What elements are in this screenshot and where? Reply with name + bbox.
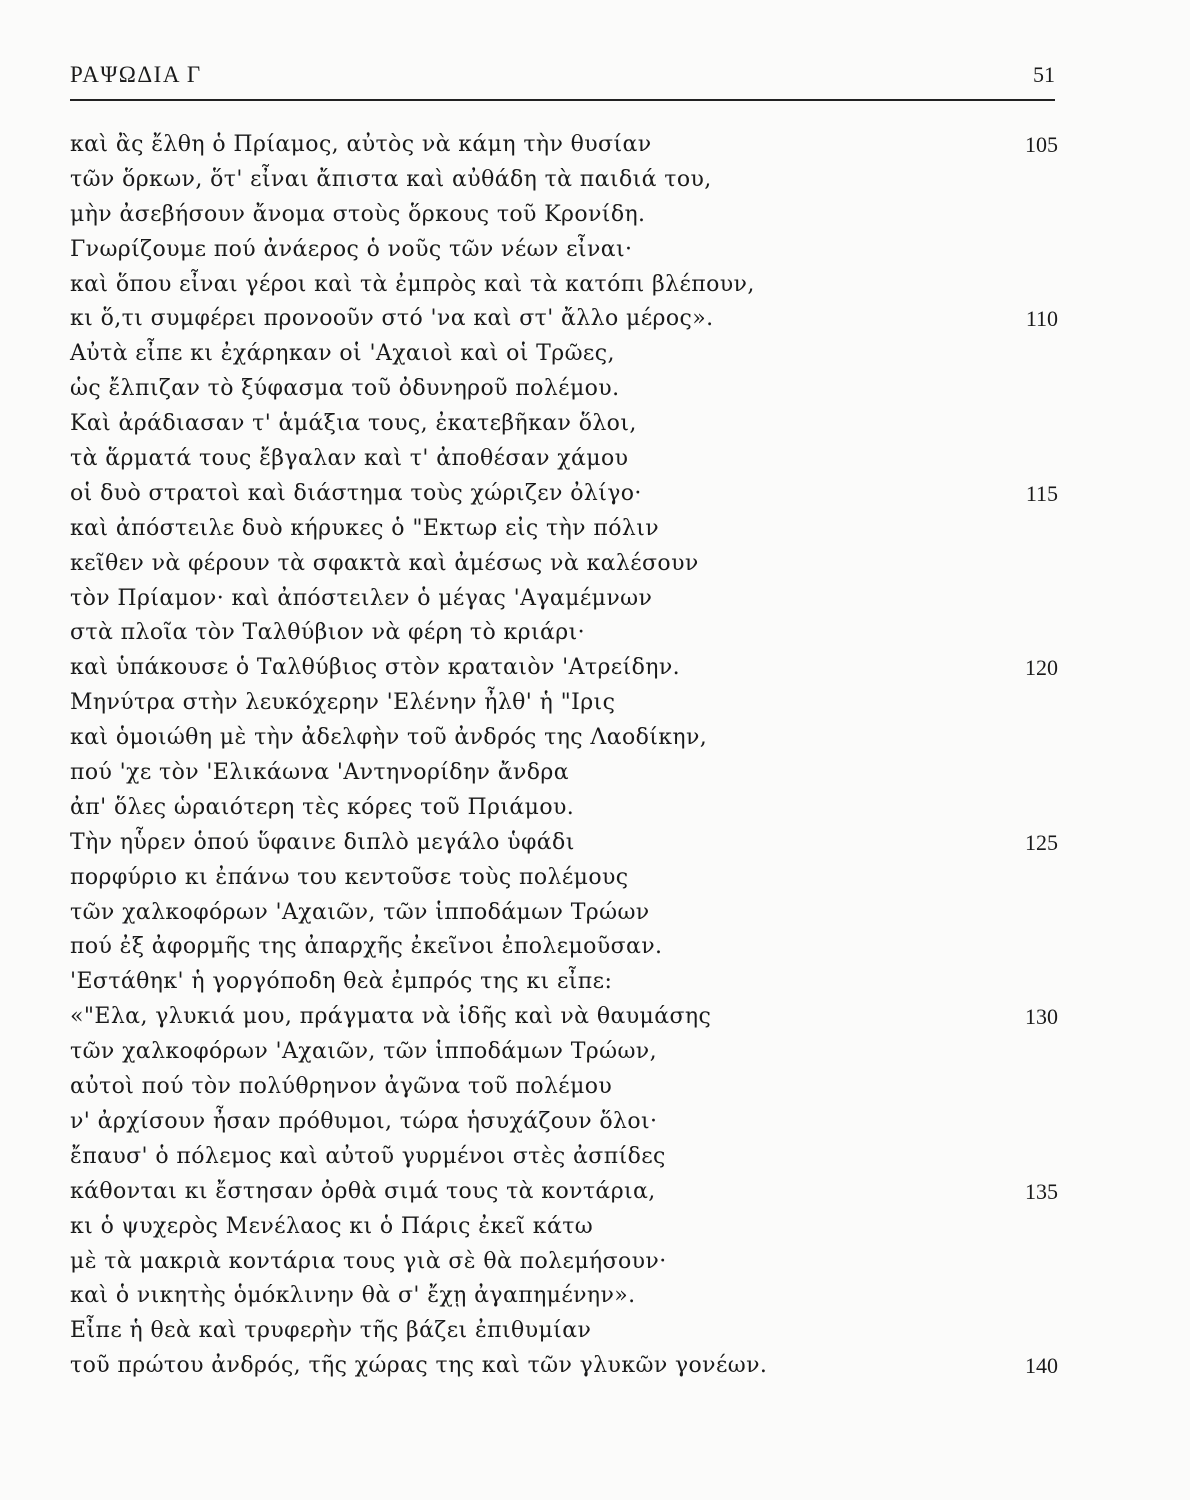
verse-text: Μηνύτρα στὴν λευκόχερην 'Ελένην ἦλθ' ἡ "Ιρις [70,690,616,716]
verse-line [70,372,1060,407]
verse-text: Καὶ ἀράδιασαν τ' ἁμάξια τους, ἐκατεβῆκαν ὅλοι, [70,411,637,437]
verse-text: τὰ ἅρματά τους ἔβγαλαν καὶ τ' ἀποθέσαν χάμου [70,446,629,472]
verse-line [70,1349,1060,1384]
verse-line [70,1210,1060,1245]
verse-text: τὸν Πρίαμον· καὶ ἀπόστειλεν ὁ μέγας 'Αγαμέμνων [70,585,653,611]
verse-text: καὶ ἂς ἔλθη ὁ Πρίαμος, αὐτὸς νὰ κάμη τὴν θυσίαν [70,132,652,157]
verse-number: 115 [1025,480,1058,506]
verse-line [70,721,1060,756]
verse-text: κι ὁ ψυχερὸς Μενέλαος κι ὁ Πάρις ἐκεῖ κάτω [70,1213,594,1239]
verse-text: τῶν ὅρκων, ὅτ' εἶναι ἄπιστα καὶ αὐθάδη τὰ παιδιά του, [70,166,712,192]
verse-text: τοῦ πρώτου ἀνδρός, τῆς χώρας της καὶ τῶν γλυκῶν γονέων. [70,1353,768,1379]
verse-text: 'Εστάθηκ' ἡ γοργόποδη θεὰ ἐμπρός της κι εἶπε: [70,969,613,995]
verse-text: πού ἐξ ἀφορμῆς της ἀπαρχῆς ἐκεῖνοι ἐπολεμοῦσαν. [70,934,663,960]
verse-number: 130 [1025,1004,1058,1030]
verse-line [70,791,1060,826]
verse-text: κι ὅ,τι συμφέρει προνοοῦν στό 'να καὶ στ' ἄλλο μέρος». [70,306,714,332]
verse-text: πορφύριο κι ἐπάνω του κεντοῦσε τοὺς πολέμους [70,864,629,890]
verse-text: ἀπ' ὅλες ὡραιότερη τὲς κόρες τοῦ Πριάμου. [70,794,575,820]
verse-text: στὰ πλοῖα τὸν Ταλθύβιον νὰ φέρη τὸ κριάρι· [70,620,586,646]
verse-text: οἱ δυὸ στρατοὶ καὶ διάστημα τοὺς χώριζεν ὀλίγο· [70,480,642,506]
verse-line [70,965,1060,1000]
verse-text: τῶν χαλκοφόρων 'Αχαιῶν, τῶν ἱπποδάμων Τρώων, [70,1039,657,1065]
verse-line [70,616,1060,651]
verse-text: καὶ ὅπου εἶναι γέροι καὶ τὰ ἐμπρὸς καὶ τὰ κατόπι βλέπουν, [70,271,755,297]
running-header [70,62,1055,92]
verse-text: καὶ ὑπάκουσε ὁ Ταλθύβιος στὸν κραταιὸν 'Ατρείδην. [70,655,680,681]
verse-number: 135 [1025,1178,1058,1204]
verse-number: 110 [1025,306,1058,332]
verse-line [70,442,1060,477]
verse-text: ν' ἀρχίσουν ἦσαν πρόθυμοι, τώρα ἡσυχάζουν ὅλοι· [70,1108,658,1134]
verse-text: καὶ ἀπόστειλε δυὸ κήρυκες ὁ "Εκτωρ εἰς τὴν πόλιν [70,515,659,541]
verse-line [70,1175,1060,1210]
verse-line [70,477,1060,512]
verse-text: ὡς ἔλπιζαν τὸ ξύφασμα τοῦ ὀδυνηροῦ πολέμου. [70,376,620,402]
verse-line [70,1140,1060,1175]
verse-line [70,407,1060,442]
verse-text: «"Ελα, γλυκιά μου, πράγματα νὰ ἰδῆς καὶ νὰ θαυμάσης [70,1004,712,1030]
verse-text: κεῖθεν νὰ φέρουν τὰ σφακτὰ καὶ ἀμέσως νὰ καλέσουν [70,550,699,576]
verse-line [70,1035,1060,1070]
verse-line [70,1070,1060,1105]
verse-text: Τὴν ηὗρεν ὁπού ὕφαινε διπλὸ μεγάλο ὑφάδι [70,829,575,855]
verse-line [70,826,1060,861]
verse-line [70,547,1060,582]
verse-text: μὲ τὰ μακριὰ κοντάρια τους γιὰ σὲ θὰ πολεμήσουν· [70,1248,667,1274]
verse-text: μὴν ἀσεβήσουν ἄνομα στοὺς ὅρκους τοῦ Κρονίδη. [70,201,646,227]
verse-text: Αὐτὰ εἶπε κι ἐχάρηκαν οἱ 'Αχαιοὶ καὶ οἱ Τρῶες, [70,341,615,367]
verse-line [70,930,1060,965]
verse-line [70,651,1060,686]
verse-line [70,582,1060,617]
verse-line [70,233,1060,268]
verse-text: Γνωρίζουμε πού ἀνάερος ὁ νοῦς τῶν νέων εἶναι· [70,236,633,262]
verse-line [70,512,1060,547]
verse-line [70,268,1060,303]
verse-text: αὐτοὶ πού τὸν πολύθρηνον ἀγῶνα τοῦ πολέμου [70,1074,613,1100]
verse-block [70,128,1060,1384]
verse-number: 120 [1025,655,1058,681]
verse-text: Εἶπε ἡ θεὰ καὶ τρυφερὴν τῆς βάζει ἐπιθυμίαν [70,1318,592,1344]
verse-line [70,1314,1060,1349]
verse-text: ἔπαυσ' ὁ πόλεμος καὶ αὐτοῦ γυρμένοι στὲς ἀσπίδες [70,1143,666,1169]
verse-line [70,861,1060,896]
verse-line [70,163,1060,198]
verse-line [70,896,1060,931]
verse-text: πού 'χε τὸν 'Ελικάωνα 'Αντηνορίδην ἄνδρα [70,760,569,786]
verse-text: καὶ ὁμοιώθη μὲ τὴν ἀδελφὴν τοῦ ἀνδρός της Λαοδίκην, [70,725,708,751]
verse-number: 125 [1025,829,1058,855]
verse-text: κάθονται κι ἔστησαν ὀρθὰ σιμά τους τὰ κοντάρια, [70,1178,656,1204]
verse-line [70,302,1060,337]
verse-line [70,1279,1060,1314]
verse-line [70,1000,1060,1035]
verse-text: τῶν χαλκοφόρων 'Αχαιῶν, τῶν ἱπποδάμων Τρώων [70,899,650,925]
header-rule [70,99,1055,101]
verse-line [70,686,1060,721]
verse-number: 140 [1025,1353,1058,1379]
verse-text: καὶ ὁ νικητὴς ὁμόκλινην θὰ σ' ἔχῃ ἀγαπημένην». [70,1283,636,1309]
verse-line [70,198,1060,233]
page-number: 51 [1033,62,1055,87]
verse-line [70,128,1060,163]
verse-line [70,756,1060,791]
chapter-title: ΡΑΨΩΔΙΑ Γ [70,62,202,87]
verse-line [70,1245,1060,1280]
verse-line [70,1105,1060,1140]
verse-number: 105 [1025,132,1058,157]
verse-line [70,337,1060,372]
